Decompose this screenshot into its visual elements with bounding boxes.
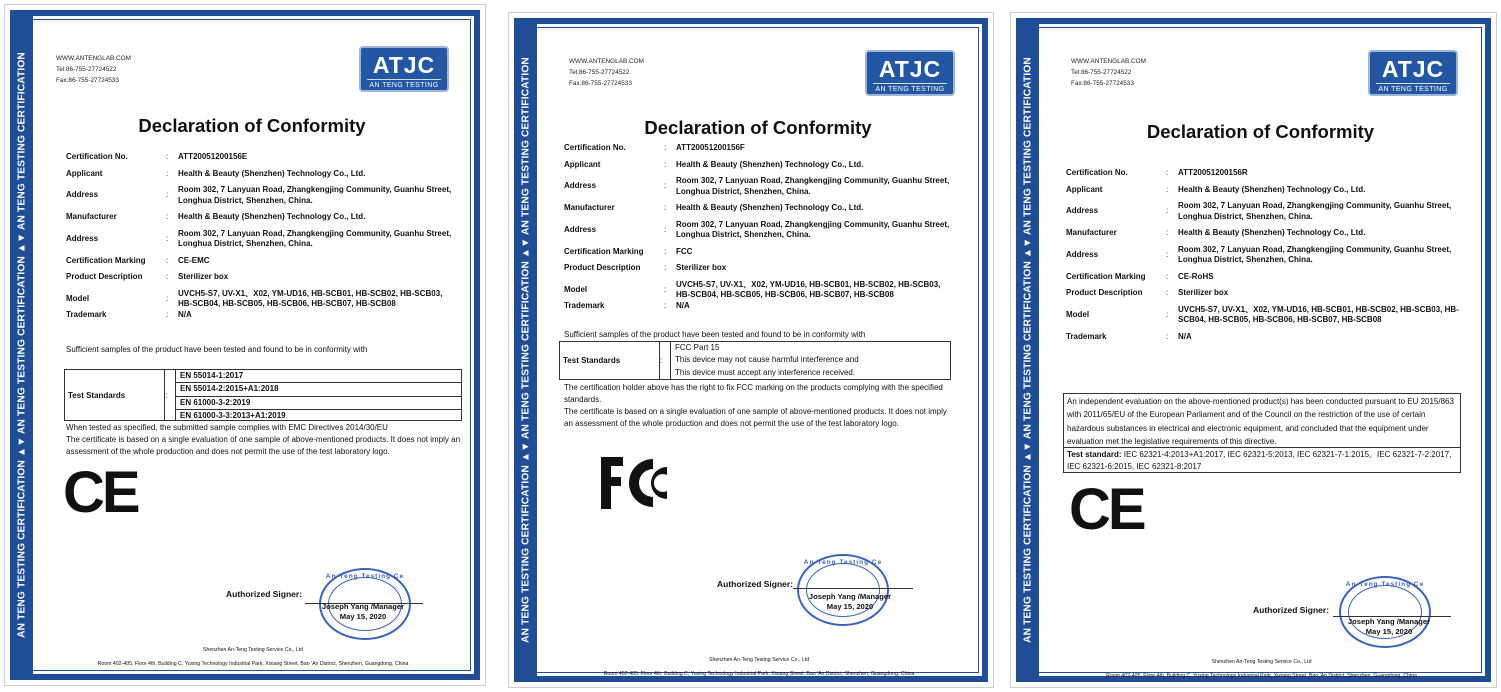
- contact-info: WWW.ANTENGLAB.COM Tel:86-755-27724522 Fax:86-755-27724533: [1071, 58, 1146, 87]
- side-band: AN TENG TESTING CERTIFICATION ▲▼ AN TENG TESTING CERTIFICATION ▲▼ AN TENG TESTING CERTIFICATION: [1017, 19, 1039, 681]
- side-band: AN TENG TESTING CERTIFICATION ▲▼ AN TENG TESTING CERTIFICATION ▲▼ AN TENG TESTING CERTIFICATION: [515, 19, 537, 681]
- stamp-seal: An-Teng Testing Ce: [797, 554, 889, 626]
- ce-mark: CE: [63, 460, 138, 525]
- fcc-logo: [597, 453, 677, 513]
- evaluation-statement: An independent evaluation on the above-mentioned product(s) has been conducted pursuant to EU 2015/863 with 2011/65/EU of the European Parliament and of the Council on the restriction of the use of certain hazardous substances in electrical and electronic equipment, and concluded that the equipment under evaluation met the legislative requirements of this directive.: [1063, 393, 1461, 448]
- authorized-signer-label: Authorized Signer:: [1253, 605, 1330, 615]
- conformity-statement: Sufficient samples of the product have been tested and found to be in conformity with: [66, 345, 368, 354]
- footer: Shenzhen An-Teng Testing Service Co., Ltd Room 402-405, Floor 4th, Building C, Yuxing Technology Industrial Park, Xixiang Street, Bao 'An District, Shenzhen, Guangdong, China: [603, 657, 915, 677]
- atjc-logo: ATJC AN TENG TESTING: [1368, 50, 1458, 96]
- page-title: Declaration of Conformity: [644, 117, 872, 138]
- stamp-seal: An-Teng Testing Ce: [319, 568, 411, 640]
- ce-mark: CE: [1069, 477, 1144, 542]
- signer-name: Joseph Yang /Manager May 15, 2020: [321, 602, 405, 621]
- notes: The certification holder above has the right to fix FCC marking on the products complying with the specified standards. The certificate is based on a single evaluation of one sample of above-mentioned products. It does not imply an assessment of the whole production and does not permit the use of the test laboratory logo.: [564, 383, 947, 428]
- atjc-logo: ATJC AN TENG TESTING: [865, 50, 955, 96]
- cert-number: ATT20051200156F: [676, 143, 745, 152]
- footer: Shenzhen An-Teng Testing Service Co., Ltd Room 402-405, Floor 4th, Building C, Yuxing Technology Industrial Park, Xixiang Street, Bao 'An District, Shenzhen, Guangdong, China: [1106, 659, 1417, 679]
- test-standards-table: Test Standards : FCC Part 15 This device may not cause harmful interference and This device must accept any interference received.: [559, 341, 951, 380]
- test-standards-table: Test Standards : EN 55014-1:2017 EN 55014-2:2015+A1:2018 EN 61000-3-2:2019 EN 61000-3-3:2013+A1:2019: [64, 369, 462, 421]
- cert-details: Certification No. : ATT20051200156E Applicant : Health & Beauty (Shenzhen) Technology Co., Ltd. Address : Room 302, 7 Lanyuan Road, Zhangkengjing Community, Guanhu Street, Longhua District, Shenzhen, China. Manufacturer : Health & Beauty (Shenzhen) Technology Co., Ltd. Address : Room 302, 7 Lanyuan Road, Zhangkengjing Community, Guanhu Street, Longhua District, Shenzhen, China. Certification Marking : CE-EMC Product Description : Sterilizer box Model : UVCH5-S7, UV-X1、X02, YM-UD16, HB-SCB01, HB-SCB02, HB-SCB03, HB-SCB04, HB-SCB05, HB-SCB06, HB-SCB07, HB-SCB08 Trademark : N/A: [66, 152, 458, 326]
- page-title: Declaration of Conformity: [1146, 121, 1375, 142]
- footer: Shenzhen An-Teng Testing Service Co., Ltd Room 402-405, Floor 4th, Building C, Yuxing Technology Industrial Park, Xixiang Street, Bao 'An District, Shenzhen, Guangdong, China: [97, 647, 409, 667]
- contact-info: WWW.ANTENGLAB.COM Tel:86-755-27724522 Fax:86-755-27724533: [569, 58, 644, 87]
- cert-number: ATT20051200156R: [1178, 168, 1248, 177]
- signer-name: Joseph Yang /Manager May 15, 2020: [1347, 617, 1431, 636]
- conformity-statement: Sufficient samples of the product have been tested and found to be in conformity with: [564, 330, 866, 339]
- authorized-signer-label: Authorized Signer:: [717, 579, 794, 589]
- certificate-fcc: [508, 12, 994, 688]
- cert-number: ATT20051200156E: [178, 152, 248, 161]
- notes: When tested as specified, the submitted sample complies with EMC Directives 2014/30/EU The certificate is based on a single evaluation of one sample of above-mentioned products. It does not imply an assessment of the whole production and does not permit the use of the test laboratory logo.: [66, 423, 461, 456]
- stamp-seal: An-Teng Testing Ce: [1339, 576, 1431, 648]
- authorized-signer-label: Authorized Signer:: [226, 589, 303, 599]
- test-standard-box: Test standard: IEC 62321-4:2013+A1:2017, IEC 62321-5:2013, IEC 62321-7-1:2015、IEC 62321-7-2:2017, IEC 62321-6:2015, IEC 62321-8:2017: [1063, 447, 1461, 473]
- page-title: Declaration of Conformity: [138, 115, 366, 136]
- certificate-ce-rohs: [1010, 12, 1497, 688]
- signer-name: Joseph Yang /Manager May 15, 2020: [808, 592, 892, 611]
- certificate-ce-emc: [4, 4, 486, 686]
- atjc-logo: ATJC AN TENG TESTING: [359, 46, 449, 92]
- cert-details: Certification No. : ATT20051200156R Applicant : Health & Beauty (Shenzhen) Technology Co., Ltd. Address : Room 302, 7 Lanyuan Road, Zhangkengjing Community, Guanhu Street, Longhua District, Shenzhen, China. Manufacturer : Health & Beauty (Shenzhen) Technology Co., Ltd. Address : Room 302, 7 Lanyuan Road, Zhangkengjing Community, Guanhu Street, Longhua District, Shenzhen, China. Certification Marking : CE-RoHS Product Description : Sterilizer box Model : UVCH5-S7, UV-X1、X02, YM-UD16, HB-SCB01, HB-SCB02, HB-SCB03, HB-SCB04, HB-SCB05, HB-SCB06, HB-SCB07, HB-SCB08 Trademark : N/A: [1066, 168, 1461, 348]
- side-band: AN TENG TESTING CERTIFICATION ▲▼ AN TENG TESTING CERTIFICATION ▲▼ AN TENG TESTING CERTIFICATION: [11, 11, 33, 679]
- contact-info: WWW.ANTENGLAB.COM Tel:86-755-27724522 Fax:86-755-27724533: [56, 55, 131, 84]
- cert-details: Certification No. : ATT20051200156F Applicant : Health & Beauty (Shenzhen) Technology Co., Ltd. Address : Room 302, 7 Lanyuan Road, Zhangkengjing Community, Guanhu Street, Longhua District, Shenzhen, China. Manufacturer : Health & Beauty (Shenzhen) Technology Co., Ltd. Address : Room 302, 7 Lanyuan Road, Zhangkengjing Community, Guanhu Street, Longhua District, Shenzhen, China. Certification Marking : FCC Product Description : Sterilizer box Model : UVCH5-S7, UV-X1、X02, YM-UD16, HB-SCB01, HB-SCB02, HB-SCB03, HB-SCB04, HB-SCB05, HB-SCB06, HB-SCB07, HB-SCB08 Trademark : N/A: [564, 143, 956, 317]
